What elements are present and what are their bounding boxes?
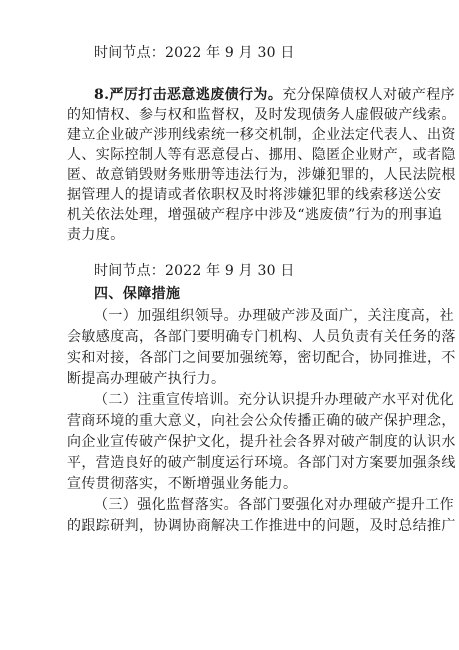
item-8-text: 机关依法处理，增强破产程序中涉及“逃废债”行为的刑事追 <box>67 207 443 223</box>
item-8-text: 责力度。 <box>67 227 125 243</box>
item-8-text: 人、实际控制人等有恶意侵占、挪用、隐匿企业财产，或者隐 <box>67 147 456 163</box>
measure-1-text: 实和对接，各部门之间要加强统筹，密切配合，协同推进，不 <box>67 350 456 366</box>
item-8-text: 匿、故意销毁财务账册等违法行为，涉嫌犯罪的，人民法院根 <box>67 167 456 183</box>
item-8-text: 的知情权、参与权和监督权，及时发现债务人虚假破产线索。 <box>67 107 456 123</box>
measure-3-heading: （三）强化监督落实。 <box>94 497 238 513</box>
timeline-date: 时间节点：2022 年 9 月 30 日 <box>94 263 295 279</box>
measure-1-text: 断提高办理破产执行力。 <box>67 371 226 387</box>
item-8-first-line <box>94 86 456 104</box>
item-8-heading: 8.严厉打击恶意逃废债行为。 <box>94 87 283 103</box>
measure-3-text: 的跟踪研判，协调协商解决工作推进中的问题，及时总结推广 <box>67 518 456 534</box>
item-8-text: 据管理人的提请或者依职权及时将涉嫌犯罪的线索移送公安 <box>67 187 442 203</box>
measure-2-first-line <box>94 391 454 409</box>
measure-2-text: 宣传贯彻落实，不断增强业务能力。 <box>67 476 298 492</box>
measure-1-heading: （一）加强组织领导。 <box>94 308 238 324</box>
item-8-text: 建立企业破产涉刑线索统一移交机制，企业法定代表人、出资 <box>67 127 456 143</box>
measure-1-first-line <box>94 307 454 325</box>
timeline-date: 时间节点：2022 年 9 月 30 日 <box>94 45 295 61</box>
measure-2-text: 充分认识提升办理破产水平对优化 <box>238 392 454 408</box>
measure-1-text: 会敏感度高，各部门要明确专门机构、人员负责有关任务的落 <box>67 329 456 345</box>
section-heading: 四、保障措施 <box>94 286 181 302</box>
measure-2-text: 向企业宣传破产保护文化，提升社会各界对破产制度的认识水 <box>67 434 456 450</box>
measure-2-text: 平，营造良好的破产制度运行环境。各部门对方案要加强条线 <box>67 455 456 471</box>
measure-1-text: 办理破产涉及面广，关注度高，社 <box>238 308 454 324</box>
measure-3-first-line <box>94 496 454 514</box>
item-8-text: 充分保障债权人对破产程序 <box>282 87 456 103</box>
measure-3-text: 各部门要强化对办理破产提升工作 <box>238 497 454 513</box>
measure-2-text: 营商环境的重大意义，向社会公众传播正确的破产保护理念， <box>67 413 456 429</box>
measure-2-heading: （二）注重宣传培训。 <box>94 392 238 408</box>
